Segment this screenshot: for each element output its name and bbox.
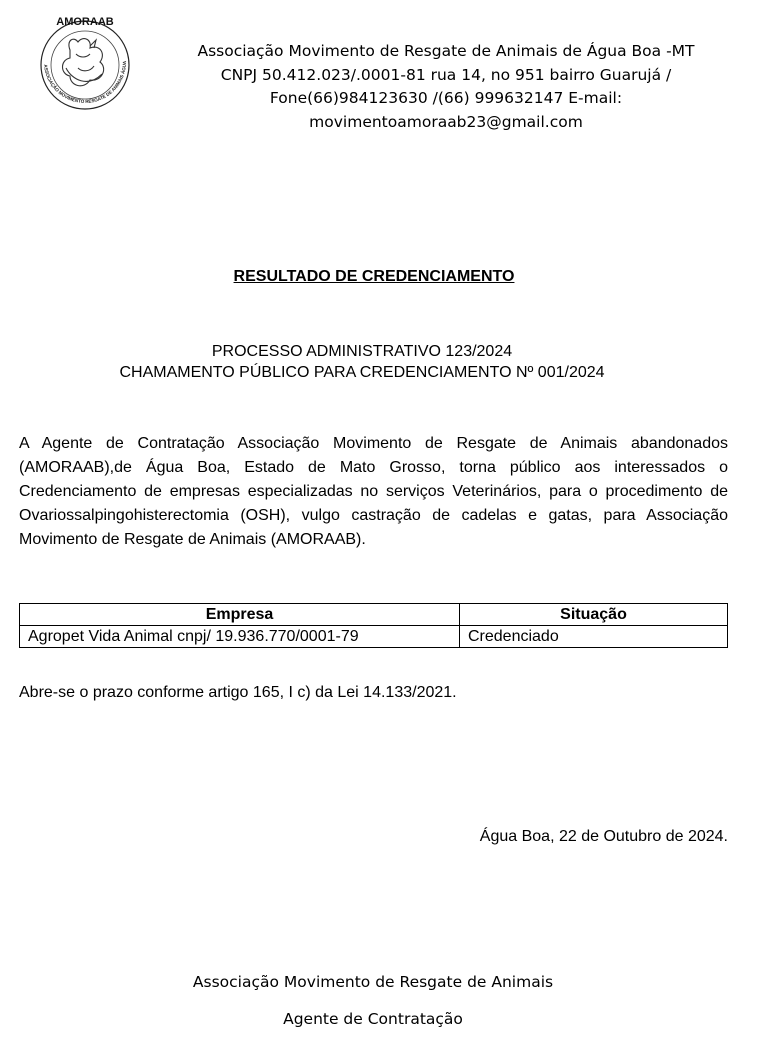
table-header-row bbox=[20, 604, 728, 626]
table-row bbox=[20, 626, 728, 648]
document-title: RESULTADO DE CREDENCIAMENTO bbox=[233, 268, 515, 285]
header-line-4: movimentoamoraab23@gmail.com bbox=[309, 112, 583, 131]
animal-silhouette-icon bbox=[63, 39, 104, 86]
process-info bbox=[0, 341, 724, 383]
header-line-1: Associação Movimento de Resgate de Animais de Água Boa -MT bbox=[197, 42, 695, 60]
process-number: PROCESSO ADMINISTRATIVO 123/2024 bbox=[211, 343, 513, 360]
header-line-3: Fone(66)984123630 /(66) 999632147 E-mail: bbox=[269, 89, 623, 107]
place-date: Água Boa, 22 de Outubro de 2024. bbox=[479, 828, 728, 845]
public-call-number: CHAMAMENTO PÚBLICO PARA CREDENCIAMENTO Nº 001/2024 bbox=[119, 364, 605, 381]
logo-title: AMORAAB bbox=[56, 16, 114, 28]
column-header-empresa: Empresa bbox=[20, 604, 460, 626]
cell-situacao: Credenciado bbox=[460, 626, 728, 648]
body-paragraph: A Agente de Contratação Associação Movimento de Resgate de Animais abandonados (AMORAAB),de Água Boa, Estado de Mato Grosso, torna público aos interessados o Credenciamento de empresas especializadas no serviços Veterinários, para o procedimento de Ovariossalpingohisterectomia (OSH), vulgo castração de cadelas e gatas, para Associação Movimento de Resgate de Animais (AMORAAB). bbox=[19, 435, 728, 548]
header-line-2: CNPJ 50.412.023/.0001-81 rua 14, no 951 bairro Guarujá / bbox=[220, 65, 672, 84]
amoraab-logo bbox=[30, 10, 140, 115]
association-header bbox=[178, 40, 714, 134]
signature-role: Agente de Contratação bbox=[283, 1010, 463, 1028]
deadline-text: Abre-se o prazo conforme artigo 165, I c) da Lei 14.133/2021. bbox=[19, 684, 457, 701]
results-table bbox=[19, 603, 728, 648]
logo-ring-text: ASSOCIAÇÃO MOVIMENTO RESGATE DE ANIMAIS ÁGUA bbox=[43, 60, 128, 105]
column-header-situacao: Situação bbox=[460, 604, 728, 626]
signature-organization: Associação Movimento de Resgate de Animais bbox=[192, 973, 554, 991]
cell-empresa: Agropet Vida Animal cnpj/ 19.936.770/0001-79 bbox=[20, 626, 460, 648]
